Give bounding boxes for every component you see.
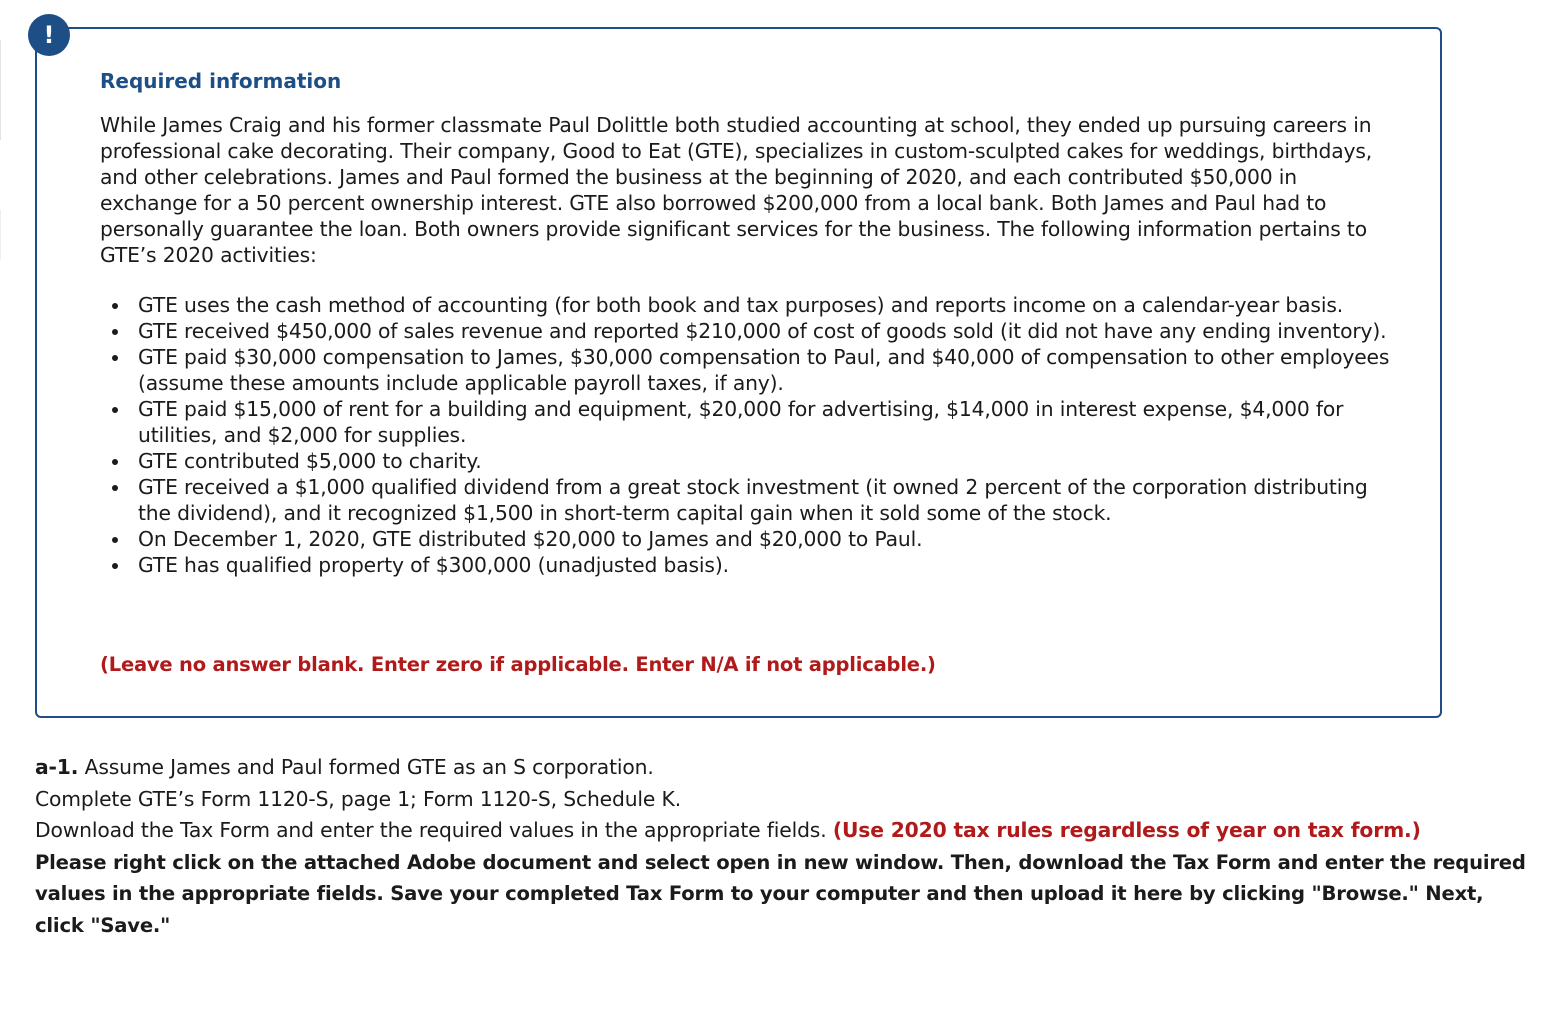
list-item: GTE has qualified property of $300,000 (unadjusted basis). xyxy=(100,552,1400,578)
facts-list xyxy=(100,292,1400,578)
tax-rules-note: (Use 2020 tax rules regardless of year on tax form.) xyxy=(832,818,1421,842)
question-a1 xyxy=(35,752,1535,941)
list-item: GTE received $450,000 of sales revenue and reported $210,000 of cost of goods sold (it did not have any ending inventory). xyxy=(100,318,1400,344)
question-line-2: Complete GTE’s Form 1120-S, page 1; Form 1120-S, Schedule K. xyxy=(35,786,681,811)
scenario-paragraph: While James Craig and his former classmate Paul Dolittle both studied accounting at school, they ended up pursuing careers in professional cake decorating. Their company, Good to Eat (GTE), specializes in custom-sculpted cakes for weddings, birthdays, and other celebrations. James and Paul formed the business at the beginning of 2020, and each contributed $50,000 in exchange for a 50 percent ownership interest. GTE also borrowed $200,000 from a local bank. Both James and Paul had to personally guarantee the loan. Both owners provide significant services for the business. The following information pertains to GTE’s 2020 activities: xyxy=(100,113,1373,267)
list-item: GTE contributed $5,000 to charity. xyxy=(100,448,1400,474)
left-edge-divider xyxy=(0,40,3,140)
question-line-3 xyxy=(35,815,1535,847)
list-item: GTE received a $1,000 qualified dividend from a great stock investment (it owned 2 percent of the corporation distributing the dividend), and it recognized $1,500 in short-term capital gain when it sold some of the stock. xyxy=(100,474,1400,526)
exclamation-icon: ! xyxy=(28,14,70,56)
list-item: GTE paid $30,000 compensation to James, $30,000 compensation to Paul, and $40,000 of compensation to other employees (assume these amounts include applicable payroll taxes, if any). xyxy=(100,344,1400,396)
list-item: On December 1, 2020, GTE distributed $20,000 to James and $20,000 to Paul. xyxy=(100,526,1400,552)
upload-instructions: Please right click on the attached Adobe document and select open in new window. Then, download the Tax Form and enter the required values in the appropriate fields. Save your completed Tax Form to your computer and then upload it here by clicking "Browse." Next, click "Save." xyxy=(35,850,1526,937)
question-label: a-1. xyxy=(35,755,79,779)
list-item: GTE paid $15,000 of rent for a building and equipment, $20,000 for advertising, $14,000 in interest expense, $4,000 for utilities, and $2,000 for supplies. xyxy=(100,396,1400,448)
required-information-title: Required information xyxy=(100,69,342,93)
download-instruction: Download the Tax Form and enter the required values in the appropriate fields. xyxy=(35,818,833,842)
left-edge-divider-lower xyxy=(0,210,5,260)
list-item: GTE uses the cash method of accounting (for both book and tax purposes) and reports income on a calendar-year basis. xyxy=(100,292,1400,318)
answer-warning: (Leave no answer blank. Enter zero if applicable. Enter N/A if not applicable.) xyxy=(100,653,936,676)
required-information-panel xyxy=(35,27,1442,718)
question-line-1 xyxy=(35,752,1535,784)
question-text: Assume James and Paul formed GTE as an S corporation. xyxy=(78,755,654,779)
